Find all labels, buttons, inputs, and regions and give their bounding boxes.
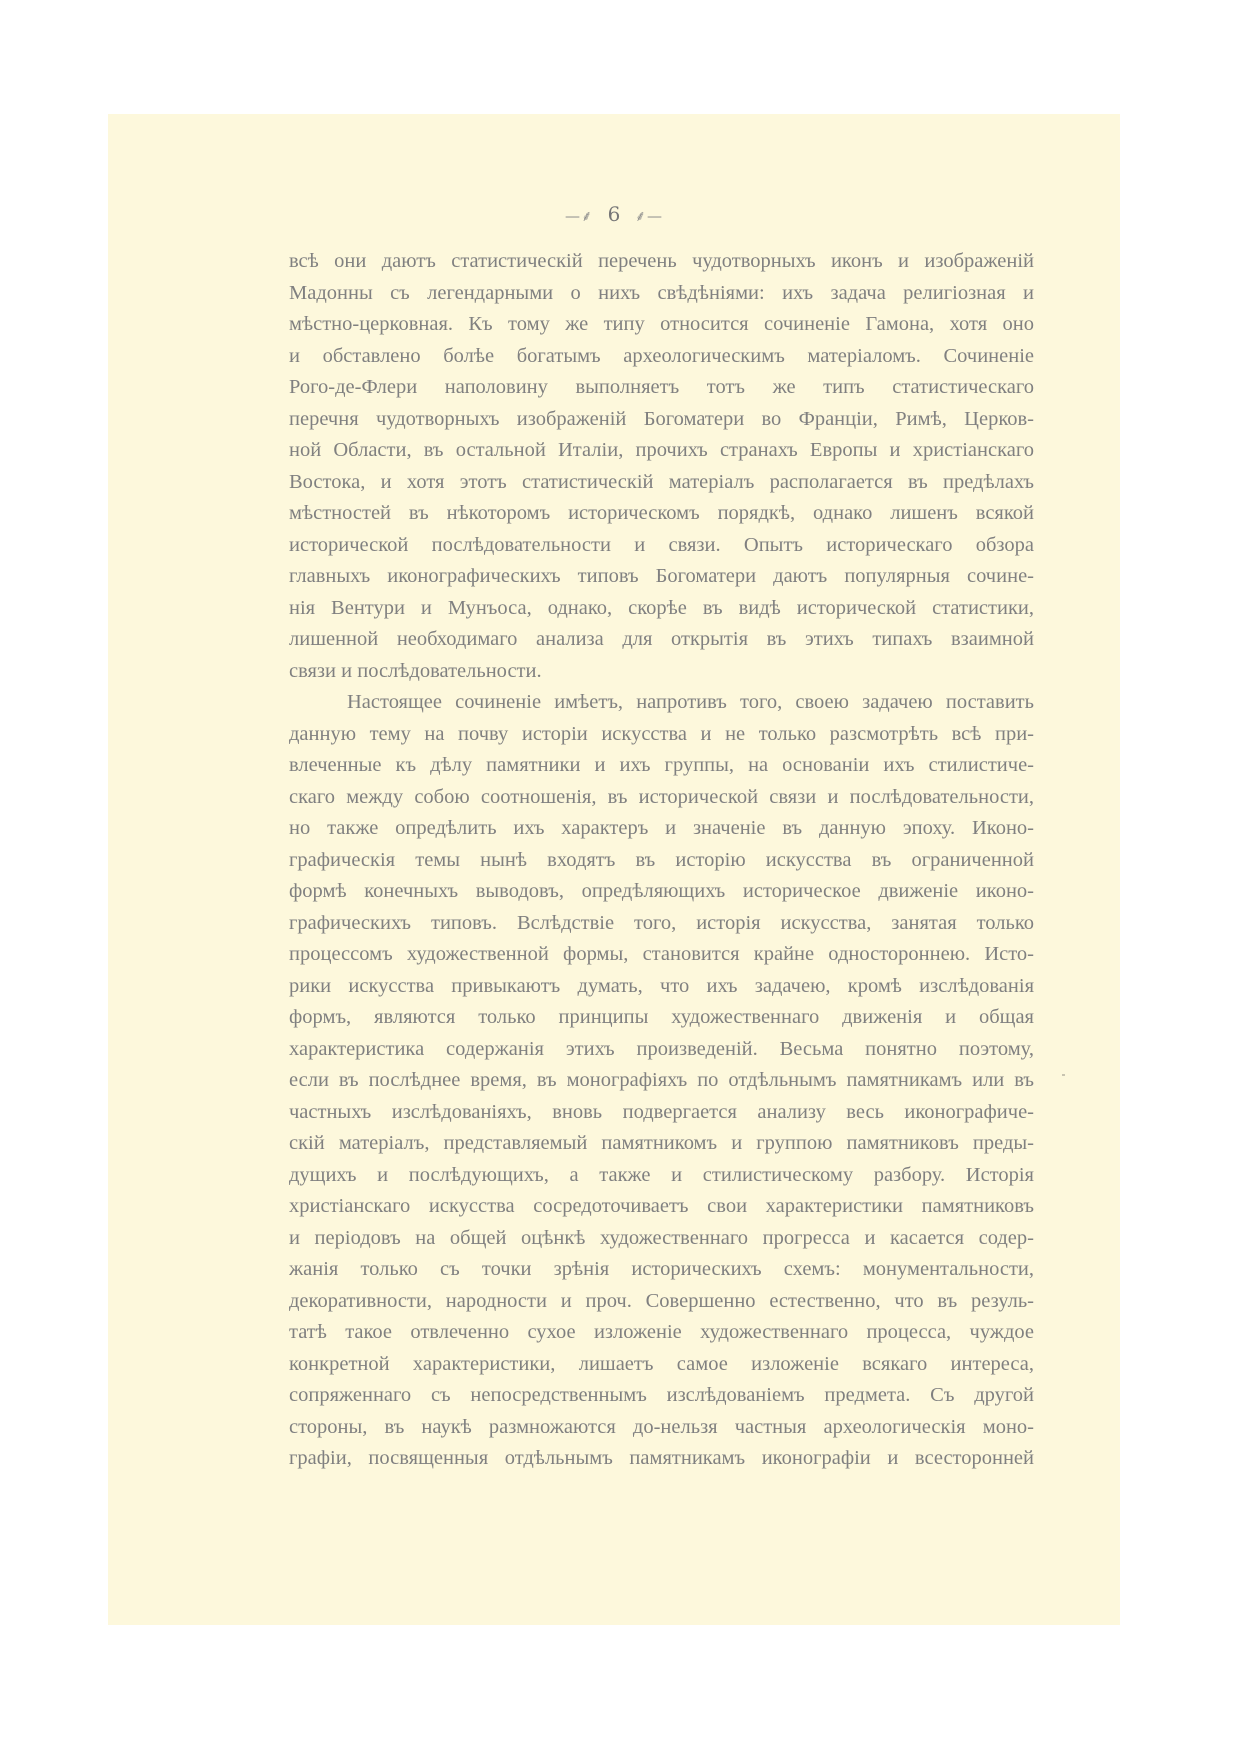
text-line: конкретной характеристики, лишаетъ самое изложеніе всякаго интереса, [289,1352,1034,1375]
text-line: нія Вентури и Мунъоса, однако, скорѣе въ видѣ исторической статистики, [289,596,1034,619]
text-line: татѣ такое отвлеченно сухое изложеніе художественнаго процесса, чуждое [289,1321,1034,1343]
text-line: связи и послѣдовательности. [289,659,542,682]
text-line: графіи, посвященныя отдѣльнымъ памятникамъ иконографіи и всесторонней [289,1447,1034,1469]
text-line: перечня чудотворныхъ изображеній Богоматери во Франціи, Римѣ, Церков- [289,407,1034,430]
text-line: и періодовъ на общей оцѣнкѣ художественнаго прогресса и касается содер- [289,1226,1034,1249]
text-line: графическихъ типовъ. Вслѣдствіе того, исторія искусства, занятая только [289,911,1034,934]
text-line: исторической послѣдовательности и связи. Опытъ историческаго обзора [289,533,1034,556]
text-line: процессомъ художественной формы, становится крайне одностороннею. Исто- [289,943,1034,965]
text-line: частныхъ изслѣдованіяхъ, вновь подвергается анализу весь иконографиче- [289,1100,1034,1123]
ornament-left-icon: —⸙ [565,207,594,225]
text-line: характеристика содержанія этихъ произведеній. Весьма понятно поэтому, [289,1037,1034,1060]
paragraph-1 [289,246,1034,687]
page-number: 6 [607,202,621,226]
text-line: и обставлено болѣе богатымъ археологическимъ матеріаломъ. Сочиненіе [289,344,1034,367]
text-line: влеченные къ дѣлу памятники и ихъ группы, на основаніи ихъ стилистиче- [289,754,1034,776]
paragraph-2 [289,687,1034,1475]
text-line: ной Области, въ остальной Италіи, прочихъ странахъ Европы и христіанскаго [289,439,1034,461]
text-line: скаго между собою соотношенія, въ исторической связи и послѣдовательности, [289,785,1034,808]
text-line: главныхъ иконографическихъ типовъ Богоматери даютъ популярныя сочине- [289,565,1034,587]
text-line: скій матеріалъ, представляемый памятникомъ и группою памятниковъ преды- [289,1132,1034,1154]
text-line: Рого-де-Флери наполовину выполняетъ тотъ же типъ статистическаго [289,376,1034,398]
text-line: лишенной необходимаго анализа для открытія въ этихъ типахъ взаимной [289,628,1034,650]
text-line: графическія темы нынѣ входятъ въ исторію искусства въ ограниченной [289,848,1034,871]
text-line: христіанскаго искусства сосредоточиваетъ свои характеристики памятниковъ [289,1195,1034,1217]
text-line: данную тему на почву исторіи искусства и не только разсмотрѣть всѣ при- [289,722,1034,745]
text-line: стороны, въ наукѣ размножаются до-нельзя частныя археологическія моно- [289,1415,1034,1438]
text-line: но также опредѣлить ихъ характеръ и значеніе въ данную эпоху. Иконо- [289,817,1034,839]
text-line: формѣ конечныхъ выводовъ, опредѣляющихъ историческое движеніе иконо- [289,880,1034,902]
text-line: всѣ они даютъ статистическій перечень чудотворныхъ иконъ и изображеній [289,250,1034,272]
text-line: жанія только съ точки зрѣнія историческихъ схемъ: монументальности, [289,1258,1034,1280]
text-line: дущихъ и послѣдующихъ, а также и стилистическому разбору. Исторія [289,1163,1034,1186]
text-line: Настоящее сочиненіе имѣетъ, напротивъ того, своею задачею поставить [347,691,1034,713]
text-line: Востока, и хотя этотъ статистическій матеріалъ располагается въ предѣлахъ [289,470,1034,493]
body-text [289,246,1034,1475]
text-line: мѣстно-церковная. Къ тому же типу относится сочиненіе Гамона, хотя оно [289,313,1034,335]
text-line: формъ, являются только принципы художественнаго движенія и общая [289,1006,1034,1028]
text-line: если въ послѣднее время, въ монографіяхъ по отдѣльнымъ памятникамъ или въ [289,1069,1034,1091]
text-line: мѣстностей въ нѣкоторомъ историческомъ порядкѣ, однако лишенъ всякой [289,502,1034,524]
book-page [108,114,1120,1625]
ornament-right-icon: ⸙— [634,207,663,225]
text-line: рики искусства привыкаютъ думать, что ихъ задачею, кромѣ изслѣдованія [289,974,1034,997]
text-line: сопряженнаго съ непосредственнымъ изслѣдованіемъ предмета. Съ другой [289,1384,1034,1406]
text-line: декоративности, народности и проч. Совершенно естественно, что въ резуль- [289,1289,1034,1312]
text-line: Мадонны съ легендарными о нихъ свѣдѣніями: ихъ задача религіозная и [289,281,1034,304]
running-head [108,202,1120,226]
margin-speck [1062,1074,1065,1076]
